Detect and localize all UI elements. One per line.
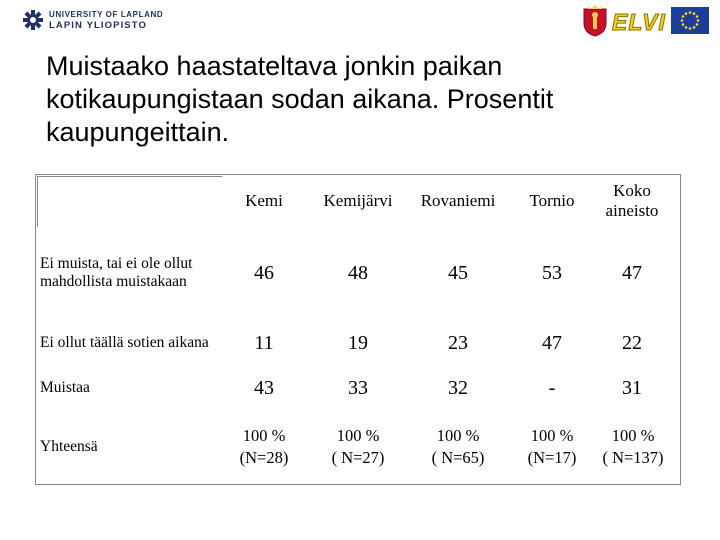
cell-value: 32	[448, 376, 468, 399]
cell-value: 53	[542, 261, 562, 284]
row-label: Yhteensä	[40, 438, 98, 455]
results-table	[35, 174, 681, 485]
cell-value: 31	[622, 376, 642, 399]
university-of-lapland-logo-icon	[22, 9, 44, 31]
column-header-kemi: Kemi	[245, 191, 283, 210]
table-row-total	[36, 421, 680, 473]
cell-total: 100 % ( N=27)	[331, 426, 385, 467]
cell-value: 47	[542, 331, 562, 354]
row-label: Ei ollut täällä sotien aikana	[40, 334, 209, 351]
column-header-tornio: Tornio	[529, 191, 575, 210]
table-row	[36, 317, 680, 369]
university-name	[49, 9, 163, 31]
cell-value: 23	[448, 331, 468, 354]
eu-flag-icon	[671, 7, 709, 34]
column-header-rovaniemi: Rovaniemi	[420, 191, 496, 210]
column-header-kemijarvi: Kemijärvi	[323, 191, 393, 210]
cell-value: 46	[254, 261, 274, 284]
cell-value: 33	[348, 376, 368, 399]
cell-value: 22	[622, 331, 642, 354]
cell-value: 11	[254, 331, 274, 354]
cell-value: 48	[348, 261, 368, 284]
cell-total: 100 % (N=28)	[239, 426, 289, 467]
cell-value: -	[548, 376, 556, 399]
elvi-logo: ELVI	[612, 9, 666, 35]
table-row	[36, 233, 680, 313]
university-name-en: UNIVERSITY OF LAPLAND	[49, 10, 164, 19]
cell-value: 19	[348, 331, 368, 354]
column-header-koko-aineisto: Koko aineisto	[605, 181, 659, 220]
university-name-fi: LAPIN YLIOPISTO	[49, 20, 147, 31]
lapland-coat-of-arms-icon	[582, 5, 608, 37]
page-title: Muistaako haastateltava jonkin paikan kotikaupungistaan sodan aikana. Prosentit kaupungeittain.	[46, 51, 554, 147]
row-label: Ei muista, tai ei ole ollut mahdollista muistakaan	[40, 255, 193, 290]
cell-total: 100 % ( N=65)	[431, 426, 485, 467]
table-row	[36, 373, 680, 403]
cell-value: 45	[448, 261, 468, 284]
cell-value: 43	[254, 376, 274, 399]
university-logo	[22, 9, 163, 31]
cell-total: 100 % (N=17)	[527, 426, 577, 467]
cell-total: 100 % ( N=137)	[602, 426, 664, 467]
cell-value: 47	[622, 261, 642, 284]
table-header-row	[36, 175, 680, 227]
row-label: Muistaa	[40, 379, 90, 396]
